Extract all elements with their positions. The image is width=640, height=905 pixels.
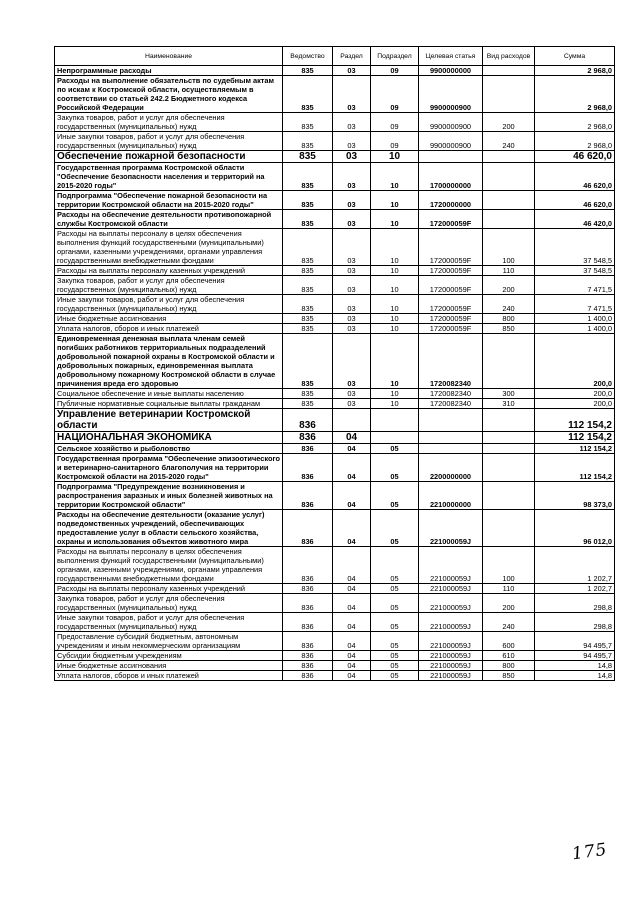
- cell-vid-rashodov: 310: [483, 399, 535, 409]
- cell-vid-rashodov: 610: [483, 651, 535, 661]
- cell-name: Расходы на выплаты персоналу в целях обеспечения выполнения функций государственными (муниципальными) органами, казенными учреждениями, органами управления государственными внебюджетными фондами: [55, 229, 283, 266]
- cell-summa: 112 154,2: [535, 454, 615, 482]
- cell-celevaya-statya: [419, 444, 483, 454]
- table-row: [55, 409, 615, 432]
- cell-vid-rashodov: 100: [483, 229, 535, 266]
- cell-vedomstvo: 836: [283, 584, 333, 594]
- cell-name: Обеспечение пожарной безопасности: [55, 151, 283, 163]
- cell-name: Управление ветеринарии Костромской области: [55, 409, 283, 432]
- cell-name: Субсидии бюджетным учреждениям: [55, 651, 283, 661]
- cell-summa: 14,8: [535, 671, 615, 681]
- table-row: [55, 613, 615, 632]
- budget-table: [54, 46, 615, 681]
- header-razdel: Раздел: [333, 47, 371, 66]
- table-row: [55, 266, 615, 276]
- cell-vedomstvo: 836: [283, 510, 333, 547]
- cell-celevaya-statya: 172000059F: [419, 266, 483, 276]
- cell-vedomstvo: 836: [283, 444, 333, 454]
- cell-summa: 112 154,2: [535, 409, 615, 432]
- table-row: [55, 661, 615, 671]
- cell-podrazdel: 09: [371, 66, 419, 76]
- cell-summa: 37 548,5: [535, 266, 615, 276]
- table-header-row: [55, 47, 615, 66]
- cell-summa: 1 400,0: [535, 324, 615, 334]
- cell-razdel: 03: [333, 314, 371, 324]
- cell-vid-rashodov: 240: [483, 132, 535, 151]
- cell-podrazdel: 10: [371, 151, 419, 163]
- table-row: [55, 334, 615, 389]
- cell-vedomstvo: 835: [283, 266, 333, 276]
- cell-vedomstvo: 836: [283, 409, 333, 432]
- table-row: [55, 594, 615, 613]
- cell-vid-rashodov: [483, 191, 535, 210]
- cell-vedomstvo: 836: [283, 432, 333, 444]
- cell-name: Социальное обеспечение и иные выплаты населению: [55, 389, 283, 399]
- cell-celevaya-statya: 1700000000: [419, 163, 483, 191]
- table-row: [55, 276, 615, 295]
- cell-razdel: 03: [333, 229, 371, 266]
- cell-summa: 1 202,7: [535, 547, 615, 584]
- cell-vedomstvo: 835: [283, 76, 333, 113]
- cell-name: Расходы на обеспечение деятельности противопожарной службы Костромской области: [55, 210, 283, 229]
- cell-podrazdel: 10: [371, 324, 419, 334]
- cell-razdel: 03: [333, 399, 371, 409]
- cell-celevaya-statya: 1720082340: [419, 334, 483, 389]
- cell-vid-rashodov: 110: [483, 584, 535, 594]
- cell-name: Расходы на выполнение обязательств по судебным актам по искам к Костромской области, осуществляемым в соответствии со статьей 242.2 Бюджетного кодекса Российской Федерации: [55, 76, 283, 113]
- cell-podrazdel: 10: [371, 210, 419, 229]
- cell-vid-rashodov: 110: [483, 266, 535, 276]
- header-name: Наименование: [55, 47, 283, 66]
- cell-vedomstvo: 836: [283, 547, 333, 584]
- cell-vedomstvo: 835: [283, 334, 333, 389]
- cell-name: Расходы на обеспечение деятельности (оказание услуг) подведомственных учреждений, обеспечивающих предоставление услуг в области сельского хозяйства, охраны и использования объектов животного мира: [55, 510, 283, 547]
- cell-podrazdel: 09: [371, 113, 419, 132]
- cell-celevaya-statya: 221000059J: [419, 671, 483, 681]
- cell-name: Непрограммные расходы: [55, 66, 283, 76]
- budget-table-sheet: [54, 46, 614, 681]
- cell-summa: 7 471,5: [535, 276, 615, 295]
- cell-vedomstvo: 836: [283, 482, 333, 510]
- cell-celevaya-statya: 1720082340: [419, 389, 483, 399]
- table-row: [55, 113, 615, 132]
- cell-name: Уплата налогов, сборов и иных платежей: [55, 671, 283, 681]
- cell-razdel: 03: [333, 295, 371, 314]
- table-row: [55, 132, 615, 151]
- cell-name: Уплата налогов, сборов и иных платежей: [55, 324, 283, 334]
- cell-summa: 1 400,0: [535, 314, 615, 324]
- cell-name: Предоставление субсидий бюджетным, автономным учреждениям и иным некоммерческим организациям: [55, 632, 283, 651]
- cell-name: Подпрограмма "Обеспечение пожарной безопасности на территории Костромской области на 2015-2020 годы": [55, 191, 283, 210]
- cell-name: Закупка товаров, работ и услуг для обеспечения государственных (муниципальных) нужд: [55, 113, 283, 132]
- cell-razdel: 04: [333, 444, 371, 454]
- cell-vedomstvo: 835: [283, 399, 333, 409]
- cell-vedomstvo: 835: [283, 191, 333, 210]
- table-row: [55, 295, 615, 314]
- cell-vid-rashodov: 850: [483, 324, 535, 334]
- cell-celevaya-statya: [419, 432, 483, 444]
- cell-summa: 98 373,0: [535, 482, 615, 510]
- cell-name: Государственная программа Костромской области "Обеспечение безопасности населения и территорий на 2015-2020 годы": [55, 163, 283, 191]
- cell-summa: 200,0: [535, 334, 615, 389]
- cell-vedomstvo: 836: [283, 651, 333, 661]
- cell-summa: 112 154,2: [535, 444, 615, 454]
- table-row: [55, 510, 615, 547]
- cell-vid-rashodov: 800: [483, 314, 535, 324]
- cell-vid-rashodov: [483, 444, 535, 454]
- cell-name: Государственная программа "Обеспечение эпизоотического и ветеринарно-санитарного благополучия на территории Костромской области на 2015-2020 годы": [55, 454, 283, 482]
- cell-razdel: 03: [333, 266, 371, 276]
- cell-summa: 2 968,0: [535, 76, 615, 113]
- cell-razdel: 04: [333, 584, 371, 594]
- cell-podrazdel: 09: [371, 132, 419, 151]
- cell-razdel: 03: [333, 334, 371, 389]
- cell-celevaya-statya: 1720000000: [419, 191, 483, 210]
- cell-razdel: 03: [333, 163, 371, 191]
- table-row: [55, 482, 615, 510]
- cell-razdel: 04: [333, 632, 371, 651]
- cell-razdel: 03: [333, 66, 371, 76]
- cell-vedomstvo: 836: [283, 671, 333, 681]
- cell-summa: 96 012,0: [535, 510, 615, 547]
- cell-name: Иные закупки товаров, работ и услуг для обеспечения государственных (муниципальных) нужд: [55, 132, 283, 151]
- cell-vedomstvo: 835: [283, 132, 333, 151]
- table-row: [55, 151, 615, 163]
- cell-celevaya-statya: 2210000000: [419, 482, 483, 510]
- table-row: [55, 399, 615, 409]
- cell-vid-rashodov: [483, 163, 535, 191]
- cell-podrazdel: 05: [371, 594, 419, 613]
- cell-celevaya-statya: 221000059J: [419, 632, 483, 651]
- cell-podrazdel: 10: [371, 399, 419, 409]
- cell-celevaya-statya: 9900000900: [419, 113, 483, 132]
- cell-podrazdel: 10: [371, 229, 419, 266]
- cell-summa: 298,8: [535, 613, 615, 632]
- cell-summa: 94 495,7: [535, 651, 615, 661]
- table-row: [55, 584, 615, 594]
- cell-razdel: 03: [333, 276, 371, 295]
- cell-vid-rashodov: 850: [483, 671, 535, 681]
- cell-vid-rashodov: [483, 151, 535, 163]
- cell-celevaya-statya: 221000059J: [419, 510, 483, 547]
- header-summa: Сумма: [535, 47, 615, 66]
- table-body: [55, 66, 615, 681]
- cell-celevaya-statya: [419, 151, 483, 163]
- cell-razdel: 04: [333, 547, 371, 584]
- table-row: [55, 210, 615, 229]
- table-row: [55, 671, 615, 681]
- cell-podrazdel: 05: [371, 454, 419, 482]
- header-vid-rashodov: Вид расходов: [483, 47, 535, 66]
- cell-vid-rashodov: [483, 510, 535, 547]
- cell-summa: 94 495,7: [535, 632, 615, 651]
- cell-vid-rashodov: 240: [483, 613, 535, 632]
- cell-vid-rashodov: 100: [483, 547, 535, 584]
- cell-summa: 2 968,0: [535, 66, 615, 76]
- cell-podrazdel: 10: [371, 276, 419, 295]
- cell-name: НАЦИОНАЛЬНАЯ ЭКОНОМИКА: [55, 432, 283, 444]
- cell-razdel: [333, 409, 371, 432]
- cell-podrazdel: 10: [371, 314, 419, 324]
- cell-razdel: 03: [333, 210, 371, 229]
- cell-podrazdel: 10: [371, 163, 419, 191]
- cell-podrazdel: 05: [371, 651, 419, 661]
- cell-vid-rashodov: [483, 76, 535, 113]
- cell-vedomstvo: 836: [283, 613, 333, 632]
- cell-razdel: 03: [333, 113, 371, 132]
- cell-podrazdel: 05: [371, 510, 419, 547]
- cell-razdel: 03: [333, 76, 371, 113]
- cell-podrazdel: 09: [371, 76, 419, 113]
- cell-summa: 46 420,0: [535, 210, 615, 229]
- cell-podrazdel: 05: [371, 482, 419, 510]
- cell-name: Единовременная денежная выплата членам семей погибших работников территориальных подразделений добровольной пожарной охраны в Костромской области и добровольных пожарных, единовременная выплата добровольному пожарному Костромской области в случае причинения вреда его здоровью: [55, 334, 283, 389]
- cell-vid-rashodov: [483, 334, 535, 389]
- cell-vedomstvo: 835: [283, 163, 333, 191]
- table-row: [55, 444, 615, 454]
- header-vedomstvo: Ведомство: [283, 47, 333, 66]
- cell-vid-rashodov: [483, 482, 535, 510]
- cell-podrazdel: 05: [371, 671, 419, 681]
- cell-celevaya-statya: 221000059J: [419, 613, 483, 632]
- cell-celevaya-statya: 221000059J: [419, 584, 483, 594]
- cell-vedomstvo: 835: [283, 314, 333, 324]
- cell-celevaya-statya: 1720082340: [419, 399, 483, 409]
- cell-podrazdel: 05: [371, 661, 419, 671]
- cell-celevaya-statya: 2200000000: [419, 454, 483, 482]
- cell-podrazdel: 05: [371, 547, 419, 584]
- cell-vedomstvo: 836: [283, 661, 333, 671]
- cell-podrazdel: 10: [371, 191, 419, 210]
- cell-vid-rashodov: [483, 210, 535, 229]
- cell-vedomstvo: 835: [283, 66, 333, 76]
- cell-vid-rashodov: 800: [483, 661, 535, 671]
- cell-podrazdel: [371, 409, 419, 432]
- cell-celevaya-statya: 9900000900: [419, 76, 483, 113]
- cell-razdel: 03: [333, 151, 371, 163]
- cell-razdel: 04: [333, 432, 371, 444]
- cell-vedomstvo: 835: [283, 324, 333, 334]
- cell-razdel: 03: [333, 389, 371, 399]
- cell-razdel: 04: [333, 651, 371, 661]
- cell-vedomstvo: 836: [283, 454, 333, 482]
- cell-vid-rashodov: 300: [483, 389, 535, 399]
- cell-celevaya-statya: [419, 409, 483, 432]
- cell-razdel: 04: [333, 661, 371, 671]
- cell-vid-rashodov: 200: [483, 594, 535, 613]
- cell-razdel: 03: [333, 324, 371, 334]
- cell-celevaya-statya: 172000059F: [419, 229, 483, 266]
- table-row: [55, 229, 615, 266]
- cell-vedomstvo: 835: [283, 113, 333, 132]
- cell-name: Закупка товаров, работ и услуг для обеспечения государственных (муниципальных) нужд: [55, 276, 283, 295]
- cell-vid-rashodov: [483, 409, 535, 432]
- cell-podrazdel: 05: [371, 584, 419, 594]
- cell-summa: 1 202,7: [535, 584, 615, 594]
- cell-name: Публичные нормативные социальные выплаты гражданам: [55, 399, 283, 409]
- cell-summa: 37 548,5: [535, 229, 615, 266]
- header-celevaya-statya: Целевая статья: [419, 47, 483, 66]
- cell-vedomstvo: 835: [283, 229, 333, 266]
- cell-celevaya-statya: 172000059F: [419, 210, 483, 229]
- cell-name: Иные бюджетные ассигнования: [55, 314, 283, 324]
- table-row: [55, 66, 615, 76]
- cell-vid-rashodov: 200: [483, 276, 535, 295]
- cell-podrazdel: 10: [371, 389, 419, 399]
- handwritten-page-number: 175: [570, 839, 609, 865]
- cell-name: Закупка товаров, работ и услуг для обеспечения государственных (муниципальных) нужд: [55, 594, 283, 613]
- cell-razdel: 04: [333, 454, 371, 482]
- cell-vedomstvo: 835: [283, 276, 333, 295]
- table-row: [55, 314, 615, 324]
- cell-name: Сельское хозяйство и рыболовство: [55, 444, 283, 454]
- cell-podrazdel: 05: [371, 632, 419, 651]
- cell-podrazdel: 10: [371, 266, 419, 276]
- cell-summa: 200,0: [535, 399, 615, 409]
- cell-name: Подпрограмма "Предупреждение возникновения и распространения заразных и иных болезней животных на территории Костромской области": [55, 482, 283, 510]
- cell-razdel: 04: [333, 671, 371, 681]
- cell-celevaya-statya: 9900000000: [419, 66, 483, 76]
- cell-vedomstvo: 835: [283, 389, 333, 399]
- cell-podrazdel: 05: [371, 444, 419, 454]
- cell-celevaya-statya: 221000059J: [419, 661, 483, 671]
- table-row: [55, 324, 615, 334]
- cell-razdel: 03: [333, 191, 371, 210]
- table-row: [55, 651, 615, 661]
- table-row: [55, 632, 615, 651]
- cell-podrazdel: 05: [371, 613, 419, 632]
- cell-summa: 46 620,0: [535, 163, 615, 191]
- cell-vid-rashodov: [483, 432, 535, 444]
- cell-celevaya-statya: 172000059F: [419, 276, 483, 295]
- cell-podrazdel: 10: [371, 295, 419, 314]
- cell-razdel: 03: [333, 132, 371, 151]
- cell-celevaya-statya: 172000059F: [419, 324, 483, 334]
- cell-celevaya-statya: 221000059J: [419, 547, 483, 584]
- cell-vid-rashodov: 600: [483, 632, 535, 651]
- cell-summa: 14,8: [535, 661, 615, 671]
- cell-vedomstvo: 836: [283, 632, 333, 651]
- cell-summa: 46 620,0: [535, 151, 615, 163]
- table-row: [55, 454, 615, 482]
- cell-summa: 200,0: [535, 389, 615, 399]
- header-podrazdel: Подраздел: [371, 47, 419, 66]
- cell-vid-rashodov: [483, 454, 535, 482]
- cell-vedomstvo: 835: [283, 295, 333, 314]
- cell-celevaya-statya: 172000059F: [419, 314, 483, 324]
- cell-name: Расходы на выплаты персоналу казенных учреждений: [55, 266, 283, 276]
- table-row: [55, 389, 615, 399]
- cell-celevaya-statya: 9900000900: [419, 132, 483, 151]
- cell-summa: 112 154,2: [535, 432, 615, 444]
- cell-celevaya-statya: 221000059J: [419, 594, 483, 613]
- cell-vedomstvo: 835: [283, 151, 333, 163]
- cell-celevaya-statya: 172000059F: [419, 295, 483, 314]
- table-row: [55, 163, 615, 191]
- cell-podrazdel: [371, 432, 419, 444]
- cell-summa: 46 620,0: [535, 191, 615, 210]
- cell-celevaya-statya: 221000059J: [419, 651, 483, 661]
- cell-razdel: 04: [333, 613, 371, 632]
- cell-vedomstvo: 835: [283, 210, 333, 229]
- cell-name: Расходы на выплаты персоналу в целях обеспечения выполнения функций государственными (муниципальными) органами, казенными учреждениями, органами управления государственными внебюджетными фондами: [55, 547, 283, 584]
- cell-name: Расходы на выплаты персоналу казенных учреждений: [55, 584, 283, 594]
- table-row: [55, 547, 615, 584]
- cell-name: Иные закупки товаров, работ и услуг для обеспечения государственных (муниципальных) нужд: [55, 613, 283, 632]
- cell-name: Иные закупки товаров, работ и услуг для обеспечения государственных (муниципальных) нужд: [55, 295, 283, 314]
- cell-vid-rashodov: 200: [483, 113, 535, 132]
- cell-name: Иные бюджетные ассигнования: [55, 661, 283, 671]
- cell-vid-rashodov: 240: [483, 295, 535, 314]
- cell-podrazdel: 10: [371, 334, 419, 389]
- table-row: [55, 432, 615, 444]
- cell-summa: 2 968,0: [535, 113, 615, 132]
- cell-razdel: 04: [333, 482, 371, 510]
- cell-summa: 298,8: [535, 594, 615, 613]
- table-row: [55, 76, 615, 113]
- cell-vedomstvo: 836: [283, 594, 333, 613]
- cell-vid-rashodov: [483, 66, 535, 76]
- cell-razdel: 04: [333, 594, 371, 613]
- cell-summa: 7 471,5: [535, 295, 615, 314]
- cell-razdel: 04: [333, 510, 371, 547]
- table-row: [55, 191, 615, 210]
- cell-summa: 2 968,0: [535, 132, 615, 151]
